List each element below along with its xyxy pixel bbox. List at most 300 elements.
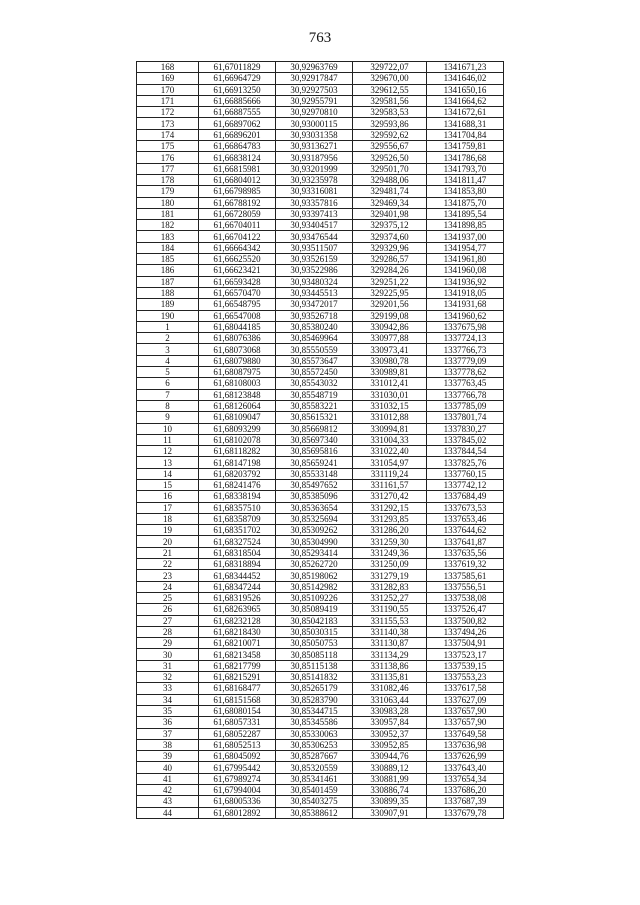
table-row xyxy=(137,197,504,208)
latitude-cell: 61,68318894 xyxy=(199,559,276,570)
y-coordinate-cell: 1337636,98 xyxy=(427,739,504,750)
table-row xyxy=(137,321,504,332)
latitude-cell: 61,66704011 xyxy=(199,220,276,231)
latitude-cell: 61,68012892 xyxy=(199,807,276,818)
longitude-cell: 30,85385096 xyxy=(276,491,353,502)
latitude-cell: 61,68076386 xyxy=(199,333,276,344)
y-coordinate-cell: 1337643,40 xyxy=(427,762,504,773)
table-row xyxy=(137,615,504,626)
latitude-cell: 61,68213458 xyxy=(199,649,276,660)
y-coordinate-cell: 1341960,62 xyxy=(427,310,504,321)
x-coordinate-cell: 329583,53 xyxy=(353,107,427,118)
longitude-cell: 30,85403275 xyxy=(276,796,353,807)
latitude-cell: 61,66804012 xyxy=(199,174,276,185)
latitude-cell: 61,68232128 xyxy=(199,615,276,626)
x-coordinate-cell: 330944,76 xyxy=(353,751,427,762)
x-coordinate-cell: 330957,84 xyxy=(353,717,427,728)
longitude-cell: 30,85548719 xyxy=(276,389,353,400)
y-coordinate-cell: 1337845,02 xyxy=(427,434,504,445)
y-coordinate-cell: 1337760,15 xyxy=(427,468,504,479)
point-number-cell: 40 xyxy=(137,762,199,773)
y-coordinate-cell: 1341918,05 xyxy=(427,287,504,298)
x-coordinate-cell: 329556,67 xyxy=(353,141,427,152)
point-number-cell: 177 xyxy=(137,163,199,174)
point-number-cell: 39 xyxy=(137,751,199,762)
longitude-cell: 30,85583221 xyxy=(276,400,353,411)
x-coordinate-cell: 329501,70 xyxy=(353,163,427,174)
point-number-cell: 41 xyxy=(137,773,199,784)
longitude-cell: 30,85089419 xyxy=(276,604,353,615)
longitude-cell: 30,85363654 xyxy=(276,502,353,513)
point-number-cell: 42 xyxy=(137,785,199,796)
table-row xyxy=(137,491,504,502)
point-number-cell: 32 xyxy=(137,672,199,683)
table-row xyxy=(137,73,504,84)
longitude-cell: 30,85550559 xyxy=(276,344,353,355)
longitude-cell: 30,85050753 xyxy=(276,638,353,649)
x-coordinate-cell: 329286,57 xyxy=(353,254,427,265)
y-coordinate-cell: 1341937,00 xyxy=(427,231,504,242)
latitude-cell: 61,68358709 xyxy=(199,513,276,524)
x-coordinate-cell: 329488,06 xyxy=(353,174,427,185)
x-coordinate-cell: 329199,08 xyxy=(353,310,427,321)
table-row xyxy=(137,129,504,140)
table-row xyxy=(137,344,504,355)
longitude-cell: 30,85659241 xyxy=(276,457,353,468)
point-number-cell: 25 xyxy=(137,592,199,603)
latitude-cell: 61,68005336 xyxy=(199,796,276,807)
longitude-cell: 30,85669812 xyxy=(276,423,353,434)
x-coordinate-cell: 329593,86 xyxy=(353,118,427,129)
y-coordinate-cell: 1337553,23 xyxy=(427,672,504,683)
longitude-cell: 30,93476544 xyxy=(276,231,353,242)
table-row xyxy=(137,84,504,95)
table-row xyxy=(137,141,504,152)
longitude-cell: 30,85030315 xyxy=(276,626,353,637)
y-coordinate-cell: 1337626,99 xyxy=(427,751,504,762)
table-row xyxy=(137,118,504,129)
longitude-cell: 30,93031358 xyxy=(276,129,353,140)
latitude-cell: 61,68344452 xyxy=(199,570,276,581)
latitude-cell: 61,67989274 xyxy=(199,773,276,784)
x-coordinate-cell: 331161,57 xyxy=(353,479,427,490)
latitude-cell: 61,68045092 xyxy=(199,751,276,762)
latitude-cell: 61,66788192 xyxy=(199,197,276,208)
x-coordinate-cell: 330907,91 xyxy=(353,807,427,818)
table-row xyxy=(137,525,504,536)
table-row xyxy=(137,254,504,265)
table-row xyxy=(137,536,504,547)
x-coordinate-cell: 331030,01 xyxy=(353,389,427,400)
y-coordinate-cell: 1337523,17 xyxy=(427,649,504,660)
x-coordinate-cell: 331190,55 xyxy=(353,604,427,615)
point-number-cell: 172 xyxy=(137,107,199,118)
x-coordinate-cell: 330899,35 xyxy=(353,796,427,807)
table-row xyxy=(137,694,504,705)
longitude-cell: 30,85695816 xyxy=(276,446,353,457)
table-row xyxy=(137,626,504,637)
latitude-cell: 61,68338194 xyxy=(199,491,276,502)
point-number-cell: 33 xyxy=(137,683,199,694)
point-number-cell: 21 xyxy=(137,547,199,558)
x-coordinate-cell: 329225,95 xyxy=(353,287,427,298)
point-number-cell: 28 xyxy=(137,626,199,637)
y-coordinate-cell: 1337539,15 xyxy=(427,660,504,671)
x-coordinate-cell: 331279,19 xyxy=(353,570,427,581)
point-number-cell: 36 xyxy=(137,717,199,728)
y-coordinate-cell: 1341960,08 xyxy=(427,265,504,276)
y-coordinate-cell: 1341646,02 xyxy=(427,73,504,84)
y-coordinate-cell: 1337654,34 xyxy=(427,773,504,784)
y-coordinate-cell: 1337825,76 xyxy=(427,457,504,468)
longitude-cell: 30,85309262 xyxy=(276,525,353,536)
table-row xyxy=(137,796,504,807)
longitude-cell: 30,85341461 xyxy=(276,773,353,784)
longitude-cell: 30,85304990 xyxy=(276,536,353,547)
longitude-cell: 30,93522986 xyxy=(276,265,353,276)
longitude-cell: 30,85142982 xyxy=(276,581,353,592)
table-row xyxy=(137,638,504,649)
y-coordinate-cell: 1337684,49 xyxy=(427,491,504,502)
latitude-cell: 61,68079880 xyxy=(199,355,276,366)
y-coordinate-cell: 1337763,45 xyxy=(427,378,504,389)
longitude-cell: 30,93472017 xyxy=(276,299,353,310)
y-coordinate-cell: 1337766,78 xyxy=(427,389,504,400)
table-row xyxy=(137,400,504,411)
table-row xyxy=(137,739,504,750)
latitude-cell: 61,66593428 xyxy=(199,276,276,287)
point-number-cell: 16 xyxy=(137,491,199,502)
x-coordinate-cell: 330989,81 xyxy=(353,367,427,378)
x-coordinate-cell: 330994,81 xyxy=(353,423,427,434)
y-coordinate-cell: 1337778,62 xyxy=(427,367,504,378)
longitude-cell: 30,85325694 xyxy=(276,513,353,524)
point-number-cell: 187 xyxy=(137,276,199,287)
point-number-cell: 34 xyxy=(137,694,199,705)
longitude-cell: 30,93235978 xyxy=(276,174,353,185)
longitude-cell: 30,85573647 xyxy=(276,355,353,366)
y-coordinate-cell: 1341931,68 xyxy=(427,299,504,310)
y-coordinate-cell: 1337538,08 xyxy=(427,592,504,603)
longitude-cell: 30,93187956 xyxy=(276,152,353,163)
table-row xyxy=(137,423,504,434)
longitude-cell: 30,85287667 xyxy=(276,751,353,762)
x-coordinate-cell: 329670,00 xyxy=(353,73,427,84)
x-coordinate-cell: 330952,37 xyxy=(353,728,427,739)
x-coordinate-cell: 330881,99 xyxy=(353,773,427,784)
latitude-cell: 61,68357510 xyxy=(199,502,276,513)
y-coordinate-cell: 1341793,70 xyxy=(427,163,504,174)
point-number-cell: 20 xyxy=(137,536,199,547)
longitude-cell: 30,92927503 xyxy=(276,84,353,95)
longitude-cell: 30,93201999 xyxy=(276,163,353,174)
table-row xyxy=(137,717,504,728)
table-row xyxy=(137,231,504,242)
y-coordinate-cell: 1337494,26 xyxy=(427,626,504,637)
longitude-cell: 30,93316081 xyxy=(276,186,353,197)
x-coordinate-cell: 331130,87 xyxy=(353,638,427,649)
latitude-cell: 61,68210071 xyxy=(199,638,276,649)
latitude-cell: 61,68057331 xyxy=(199,717,276,728)
table-row xyxy=(137,592,504,603)
point-number-cell: 189 xyxy=(137,299,199,310)
longitude-cell: 30,85141832 xyxy=(276,672,353,683)
latitude-cell: 61,68318504 xyxy=(199,547,276,558)
x-coordinate-cell: 331134,29 xyxy=(353,649,427,660)
table-row xyxy=(137,468,504,479)
x-coordinate-cell: 331155,53 xyxy=(353,615,427,626)
point-number-cell: 31 xyxy=(137,660,199,671)
latitude-cell: 61,68087975 xyxy=(199,367,276,378)
x-coordinate-cell: 331286,20 xyxy=(353,525,427,536)
latitude-cell: 61,67994004 xyxy=(199,785,276,796)
latitude-cell: 61,68203792 xyxy=(199,468,276,479)
longitude-cell: 30,85320559 xyxy=(276,762,353,773)
point-number-cell: 171 xyxy=(137,95,199,106)
table-row xyxy=(137,581,504,592)
point-number-cell: 174 xyxy=(137,129,199,140)
latitude-cell: 61,66704122 xyxy=(199,231,276,242)
longitude-cell: 30,85085118 xyxy=(276,649,353,660)
point-number-cell: 35 xyxy=(137,705,199,716)
x-coordinate-cell: 330973,41 xyxy=(353,344,427,355)
y-coordinate-cell: 1337500,82 xyxy=(427,615,504,626)
point-number-cell: 5 xyxy=(137,367,199,378)
y-coordinate-cell: 1337679,78 xyxy=(427,807,504,818)
x-coordinate-cell: 330889,12 xyxy=(353,762,427,773)
y-coordinate-cell: 1341954,77 xyxy=(427,242,504,253)
y-coordinate-cell: 1337556,51 xyxy=(427,581,504,592)
y-coordinate-cell: 1337801,74 xyxy=(427,412,504,423)
x-coordinate-cell: 329526,50 xyxy=(353,152,427,163)
longitude-cell: 30,85330063 xyxy=(276,728,353,739)
point-number-cell: 184 xyxy=(137,242,199,253)
table-row xyxy=(137,457,504,468)
table-row xyxy=(137,502,504,513)
latitude-cell: 61,66547008 xyxy=(199,310,276,321)
longitude-cell: 30,85380240 xyxy=(276,321,353,332)
latitude-cell: 61,68263965 xyxy=(199,604,276,615)
point-number-cell: 38 xyxy=(137,739,199,750)
table-row xyxy=(137,220,504,231)
point-number-cell: 180 xyxy=(137,197,199,208)
latitude-cell: 61,66885666 xyxy=(199,95,276,106)
table-row xyxy=(137,604,504,615)
x-coordinate-cell: 331082,46 xyxy=(353,683,427,694)
latitude-cell: 61,66887555 xyxy=(199,107,276,118)
longitude-cell: 30,85344715 xyxy=(276,705,353,716)
x-coordinate-cell: 329375,12 xyxy=(353,220,427,231)
y-coordinate-cell: 1341671,23 xyxy=(427,62,504,73)
y-coordinate-cell: 1337673,53 xyxy=(427,502,504,513)
y-coordinate-cell: 1337675,98 xyxy=(427,321,504,332)
latitude-cell: 61,66798985 xyxy=(199,186,276,197)
x-coordinate-cell: 329251,22 xyxy=(353,276,427,287)
latitude-cell: 61,68241476 xyxy=(199,479,276,490)
x-coordinate-cell: 331292,15 xyxy=(353,502,427,513)
y-coordinate-cell: 1337724,13 xyxy=(427,333,504,344)
table-row xyxy=(137,547,504,558)
latitude-cell: 61,68044185 xyxy=(199,321,276,332)
longitude-cell: 30,85469964 xyxy=(276,333,353,344)
point-number-cell: 17 xyxy=(137,502,199,513)
longitude-cell: 30,93526159 xyxy=(276,254,353,265)
longitude-cell: 30,85042183 xyxy=(276,615,353,626)
longitude-cell: 30,92970810 xyxy=(276,107,353,118)
longitude-cell: 30,85697340 xyxy=(276,434,353,445)
y-coordinate-cell: 1337657,90 xyxy=(427,717,504,728)
table-row xyxy=(137,705,504,716)
x-coordinate-cell: 329592,62 xyxy=(353,129,427,140)
longitude-cell: 30,85615321 xyxy=(276,412,353,423)
point-number-cell: 178 xyxy=(137,174,199,185)
x-coordinate-cell: 330983,28 xyxy=(353,705,427,716)
x-coordinate-cell: 331063,44 xyxy=(353,694,427,705)
y-coordinate-cell: 1341664,62 xyxy=(427,95,504,106)
y-coordinate-cell: 1337830,27 xyxy=(427,423,504,434)
x-coordinate-cell: 330942,86 xyxy=(353,321,427,332)
latitude-cell: 61,66728059 xyxy=(199,208,276,219)
longitude-cell: 30,85198062 xyxy=(276,570,353,581)
longitude-cell: 30,92955791 xyxy=(276,95,353,106)
latitude-cell: 61,68109047 xyxy=(199,412,276,423)
table-row xyxy=(137,186,504,197)
point-number-cell: 176 xyxy=(137,152,199,163)
point-number-cell: 14 xyxy=(137,468,199,479)
point-number-cell: 29 xyxy=(137,638,199,649)
latitude-cell: 61,66625520 xyxy=(199,254,276,265)
y-coordinate-cell: 1337844,54 xyxy=(427,446,504,457)
table-row xyxy=(137,683,504,694)
latitude-cell: 61,68215291 xyxy=(199,672,276,683)
point-number-cell: 173 xyxy=(137,118,199,129)
y-coordinate-cell: 1337617,58 xyxy=(427,683,504,694)
point-number-cell: 182 xyxy=(137,220,199,231)
table-row xyxy=(137,378,504,389)
longitude-cell: 30,93357816 xyxy=(276,197,353,208)
x-coordinate-cell: 331282,83 xyxy=(353,581,427,592)
y-coordinate-cell: 1341895,54 xyxy=(427,208,504,219)
latitude-cell: 61,66838124 xyxy=(199,152,276,163)
table-row xyxy=(137,265,504,276)
longitude-cell: 30,85572450 xyxy=(276,367,353,378)
y-coordinate-cell: 1341811,47 xyxy=(427,174,504,185)
point-number-cell: 170 xyxy=(137,84,199,95)
y-coordinate-cell: 1337627,09 xyxy=(427,694,504,705)
y-coordinate-cell: 1341936,92 xyxy=(427,276,504,287)
x-coordinate-cell: 329581,56 xyxy=(353,95,427,106)
table-row xyxy=(137,367,504,378)
latitude-cell: 61,66623421 xyxy=(199,265,276,276)
latitude-cell: 61,68126064 xyxy=(199,400,276,411)
point-number-cell: 9 xyxy=(137,412,199,423)
latitude-cell: 61,68123848 xyxy=(199,389,276,400)
y-coordinate-cell: 1337504,91 xyxy=(427,638,504,649)
table-row xyxy=(137,660,504,671)
x-coordinate-cell: 331252,27 xyxy=(353,592,427,603)
y-coordinate-cell: 1337653,46 xyxy=(427,513,504,524)
x-coordinate-cell: 331270,42 xyxy=(353,491,427,502)
x-coordinate-cell: 329374,60 xyxy=(353,231,427,242)
y-coordinate-cell: 1341672,61 xyxy=(427,107,504,118)
y-coordinate-cell: 1337619,32 xyxy=(427,559,504,570)
x-coordinate-cell: 329401,98 xyxy=(353,208,427,219)
x-coordinate-cell: 330886,74 xyxy=(353,785,427,796)
longitude-cell: 30,93397413 xyxy=(276,208,353,219)
y-coordinate-cell: 1337687,39 xyxy=(427,796,504,807)
y-coordinate-cell: 1337785,09 xyxy=(427,400,504,411)
table-row xyxy=(137,751,504,762)
longitude-cell: 30,85306253 xyxy=(276,739,353,750)
point-number-cell: 186 xyxy=(137,265,199,276)
table-row xyxy=(137,762,504,773)
longitude-cell: 30,85533148 xyxy=(276,468,353,479)
latitude-cell: 61,67995442 xyxy=(199,762,276,773)
latitude-cell: 61,68168477 xyxy=(199,683,276,694)
table-row xyxy=(137,570,504,581)
longitude-cell: 30,93480324 xyxy=(276,276,353,287)
x-coordinate-cell: 329329,96 xyxy=(353,242,427,253)
longitude-cell: 30,85401459 xyxy=(276,785,353,796)
table-row xyxy=(137,389,504,400)
y-coordinate-cell: 1341704,84 xyxy=(427,129,504,140)
latitude-cell: 61,66964729 xyxy=(199,73,276,84)
latitude-cell: 61,68347244 xyxy=(199,581,276,592)
y-coordinate-cell: 1337635,56 xyxy=(427,547,504,558)
longitude-cell: 30,85283790 xyxy=(276,694,353,705)
point-number-cell: 185 xyxy=(137,254,199,265)
y-coordinate-cell: 1341688,31 xyxy=(427,118,504,129)
point-number-cell: 15 xyxy=(137,479,199,490)
latitude-cell: 61,67011829 xyxy=(199,62,276,73)
point-number-cell: 175 xyxy=(137,141,199,152)
table-row xyxy=(137,310,504,321)
point-number-cell: 30 xyxy=(137,649,199,660)
x-coordinate-cell: 331259,30 xyxy=(353,536,427,547)
point-number-cell: 169 xyxy=(137,73,199,84)
latitude-cell: 61,68102078 xyxy=(199,434,276,445)
table-row xyxy=(137,807,504,818)
y-coordinate-cell: 1337641,87 xyxy=(427,536,504,547)
y-coordinate-cell: 1337644,62 xyxy=(427,525,504,536)
table-row xyxy=(137,299,504,310)
table-row xyxy=(137,276,504,287)
x-coordinate-cell: 330980,78 xyxy=(353,355,427,366)
longitude-cell: 30,93445513 xyxy=(276,287,353,298)
table-row xyxy=(137,208,504,219)
table-row xyxy=(137,728,504,739)
table-row xyxy=(137,559,504,570)
x-coordinate-cell: 330952,85 xyxy=(353,739,427,750)
x-coordinate-cell: 331140,38 xyxy=(353,626,427,637)
point-number-cell: 188 xyxy=(137,287,199,298)
point-number-cell: 18 xyxy=(137,513,199,524)
table-row xyxy=(137,107,504,118)
point-number-cell: 4 xyxy=(137,355,199,366)
table-row xyxy=(137,152,504,163)
point-number-cell: 6 xyxy=(137,378,199,389)
point-number-cell: 12 xyxy=(137,446,199,457)
point-number-cell: 7 xyxy=(137,389,199,400)
point-number-cell: 22 xyxy=(137,559,199,570)
point-number-cell: 181 xyxy=(137,208,199,219)
latitude-cell: 61,66664342 xyxy=(199,242,276,253)
y-coordinate-cell: 1337779,09 xyxy=(427,355,504,366)
y-coordinate-cell: 1341853,80 xyxy=(427,186,504,197)
latitude-cell: 61,68218430 xyxy=(199,626,276,637)
point-number-cell: 24 xyxy=(137,581,199,592)
y-coordinate-cell: 1341898,85 xyxy=(427,220,504,231)
